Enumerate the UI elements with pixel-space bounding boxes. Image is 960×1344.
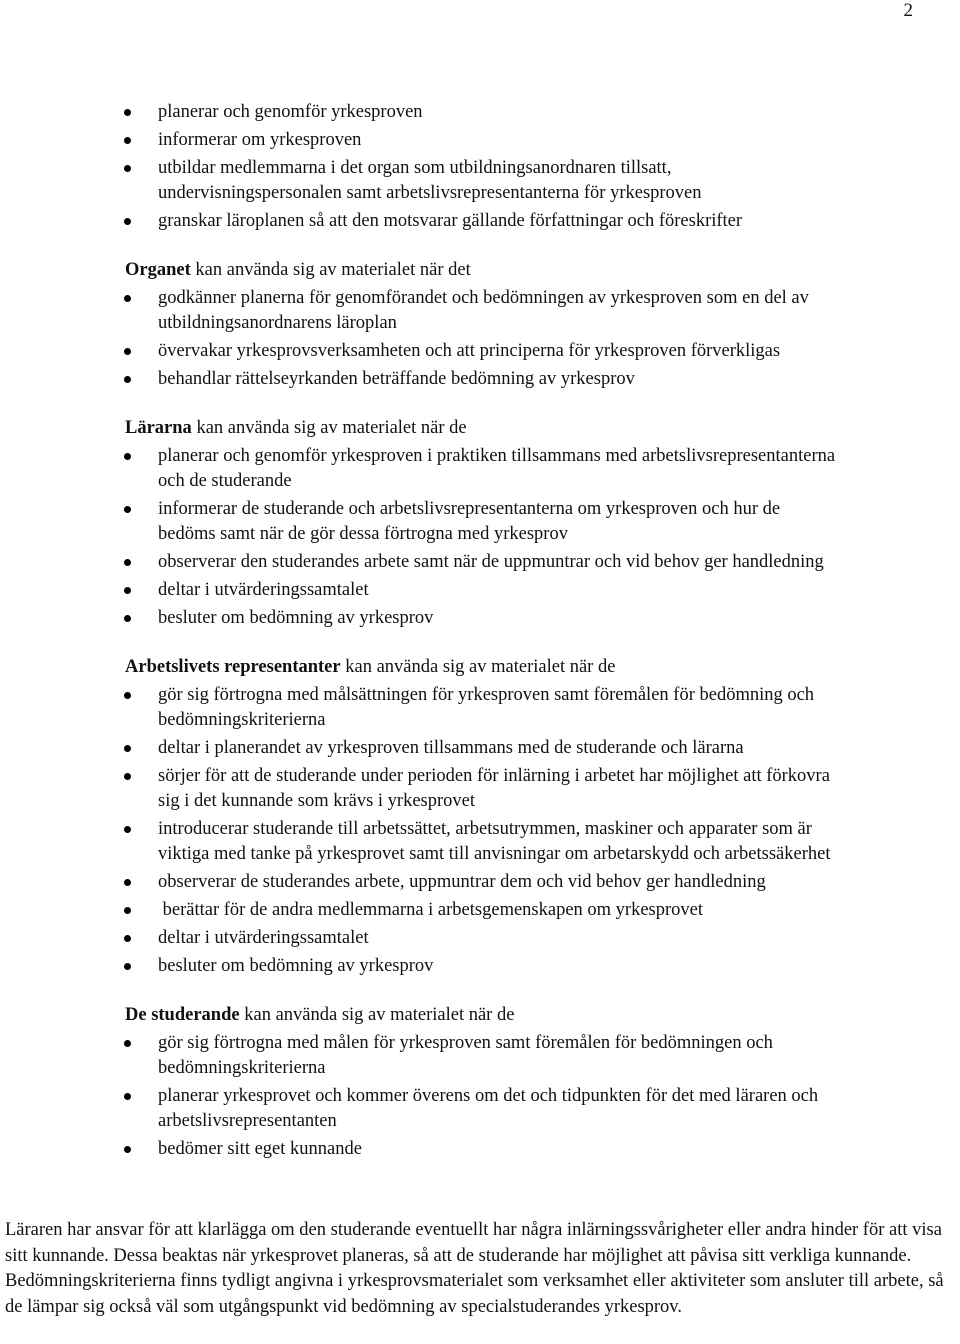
list-item: introducerar studerande till arbetssättet, arbetsutrymmen, maskiner och apparater som är viktiga med tanke på yrkesprovet samt till anvisningar om arbetarskydd och arbetssäkerhet	[0, 817, 960, 867]
list-item: besluter om bedömning av yrkesprov	[0, 954, 960, 979]
list-item: utbildar medlemmarna i det organ som utbildningsanordnaren tillsatt, undervisningspersonalen samt arbetslivsrepresentanterna för yrkesproven	[0, 156, 960, 206]
section-heading-organet: Organet kan använda sig av materialet när det	[125, 260, 471, 280]
bullet-icon	[124, 935, 131, 942]
list-item: deltar i utvärderingssamtalet	[0, 926, 960, 951]
list-item: planerar yrkesprovet och kommer överens om det och tidpunkten för det med läraren och arbetslivsrepresentanten	[0, 1084, 960, 1134]
bullet-icon	[124, 109, 131, 116]
list-item: berättar för de andra medlemmarna i arbetsgemenskapen om yrkesprovet	[0, 898, 960, 923]
list-item: deltar i planerandet av yrkesproven tillsammans med de studerande och lärarna	[0, 736, 960, 761]
bullet-list-studerande	[0, 1031, 960, 1162]
bullet-icon	[124, 376, 131, 383]
bullet-list-intro	[0, 100, 960, 234]
bullet-icon	[124, 218, 131, 225]
list-item: övervakar yrkesprovsverksamheten och att principerna för yrkesproven förverkligas	[0, 339, 960, 364]
bullet-icon	[124, 879, 131, 886]
bullet-icon	[124, 165, 131, 172]
bullet-icon	[124, 963, 131, 970]
bullet-icon	[124, 587, 131, 594]
list-item: observerar den studerandes arbete samt när de uppmuntrar och vid behov ger handledning	[0, 550, 960, 575]
bullet-icon	[124, 1146, 131, 1153]
bullet-icon	[124, 745, 131, 752]
paragraph-text: Läraren har ansvar för att klarlägga om den studerande eventuellt har några inlärningssvårigheter eller andra hinder för att visa sitt kunnande. Dessa beaktas när yrkesprovet planeras, så att de studerande har möjlighet att påvisa sitt verkliga kunnande. Bedömningskriterierna finns tydligt angivna i yrkesprovsmaterialet som verksamhet eller aktiviteter som ansluter till arbete, så de lämpar sig också väl som utgångspunkt vid bedömning av specialstuderandes yrkesprov.	[5, 1220, 944, 1317]
list-item: granskar läroplanen så att den motsvarar gällande författningar och föreskrifter	[0, 209, 960, 234]
list-item: informerar de studerande och arbetslivsrepresentanterna om yrkesproven och hur de bedöms samt när de gör dessa förtrogna med yrkesprov	[0, 497, 960, 547]
bullet-icon	[124, 453, 131, 460]
bullet-icon	[124, 692, 131, 699]
bullet-list-lararna	[0, 444, 960, 631]
bullet-icon	[124, 295, 131, 302]
list-item: planerar och genomför yrkesproven	[0, 100, 960, 125]
bullet-list-organet	[0, 286, 960, 392]
list-item: behandlar rättelseyrkanden beträffande bedömning av yrkesprov	[0, 367, 960, 392]
bullet-icon	[124, 773, 131, 780]
list-item: observerar de studerandes arbete, uppmuntrar dem och vid behov ger handledning	[0, 870, 960, 895]
bullet-icon	[124, 907, 131, 914]
bullet-icon	[124, 1040, 131, 1047]
bullet-icon	[124, 559, 131, 566]
section-heading-arbetslivets: Arbetslivets representanter kan använda sig av materialet när de	[125, 657, 616, 677]
bullet-icon	[124, 826, 131, 833]
list-item: bedömer sitt eget kunnande	[0, 1137, 960, 1162]
list-item: sörjer för att de studerande under perioden för inlärning i arbetet har möjlighet att förkovra sig i det kunnande som krävs i yrkesprovet	[0, 764, 960, 814]
list-item: deltar i utvärderingssamtalet	[0, 578, 960, 603]
bullet-icon	[124, 1093, 131, 1100]
list-item: gör sig förtrogna med målen för yrkesproven samt föremålen för bedömningen och bedömningskriterierna	[0, 1031, 960, 1081]
bullet-icon	[124, 615, 131, 622]
list-item: godkänner planerna för genomförandet och bedömningen av yrkesproven som en del av utbildningsanordnarens läroplan	[0, 286, 960, 336]
bullet-list-arbetslivets	[0, 683, 960, 979]
document-body	[0, 100, 960, 1165]
closing-paragraph	[5, 1218, 950, 1320]
list-item: gör sig förtrogna med målsättningen för yrkesproven samt föremålen för bedömning och bedömningskriterierna	[0, 683, 960, 733]
list-item: informerar om yrkesproven	[0, 128, 960, 153]
list-item: planerar och genomför yrkesproven i praktiken tillsammans med arbetslivsrepresentanterna och de studerande	[0, 444, 960, 494]
section-heading-lararna: Lärarna kan använda sig av materialet när de	[125, 418, 467, 438]
bullet-icon	[124, 348, 131, 355]
page-number: 2	[903, 0, 913, 21]
bullet-icon	[124, 506, 131, 513]
section-heading-studerande: De studerande kan använda sig av materialet när de	[125, 1005, 515, 1025]
bullet-icon	[124, 137, 131, 144]
list-item: besluter om bedömning av yrkesprov	[0, 606, 960, 631]
